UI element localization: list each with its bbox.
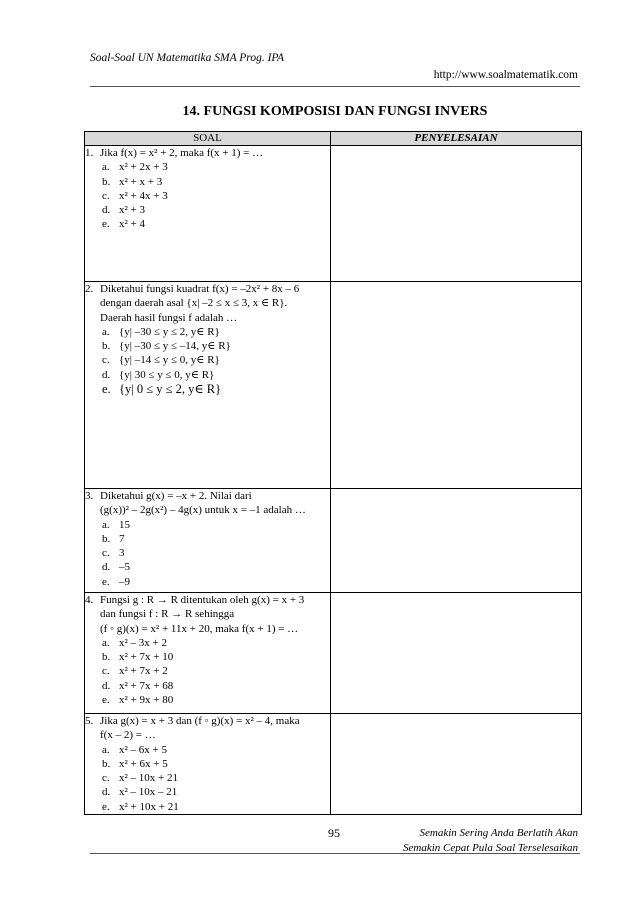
question-cell <box>85 714 331 815</box>
option-text: x² – 3x + 2 <box>119 636 168 649</box>
stem-line: Fungsi g : R → R ditentukan oleh g(x) = x + 3 <box>100 594 305 606</box>
option-text: x² + 10x + 21 <box>119 800 179 813</box>
option-letter: a. <box>102 743 110 756</box>
question-stem-text <box>100 282 330 325</box>
option-text: x² + 9x + 80 <box>119 694 174 707</box>
answer-option <box>85 203 330 217</box>
answer-option <box>85 546 330 560</box>
option-letter: d. <box>102 786 111 799</box>
answer-option <box>85 679 330 693</box>
page-number: 95 <box>328 826 340 840</box>
answer-option <box>85 339 330 353</box>
option-text: x² + 2x + 3 <box>119 161 168 174</box>
option-text: x² + 7x + 10 <box>119 651 174 664</box>
option-text: 7 <box>119 532 125 545</box>
option-letter: c. <box>102 189 110 202</box>
question-stem-text <box>100 489 330 518</box>
question-stem-text <box>100 593 330 636</box>
solution-cell[interactable] <box>331 593 582 714</box>
answer-option <box>85 518 330 532</box>
header-divider <box>90 86 580 87</box>
stem-line: (f ◦ g)(x) = x² + 11x + 20, maka f(x + 1) = … <box>100 622 299 635</box>
option-letter: d. <box>102 368 111 381</box>
solution-cell[interactable] <box>331 714 582 815</box>
option-letter: b. <box>102 340 111 353</box>
stem-line: Jika g(x) = x + 3 dan (f ◦ g)(x) = x² – 4, maka <box>100 715 300 727</box>
stem-line: dan fungsi f : R → R sehingga <box>100 608 235 621</box>
option-letter: e. <box>102 800 110 813</box>
option-text: {y| 30 ≤ y ≤ 0, y∈ R} <box>119 368 215 381</box>
answer-option <box>85 175 330 189</box>
option-text: x² + x + 3 <box>119 175 163 188</box>
question-row <box>85 593 582 714</box>
footer-tagline-line-2: Semakin Cepat Pula Soal Terselesaikan <box>403 842 578 854</box>
option-text: {y| 0 ≤ y ≤ 2, y∈ R} <box>119 382 222 397</box>
question-stem-text <box>100 714 330 743</box>
option-text: 15 <box>119 518 130 531</box>
option-text: 3 <box>119 547 125 560</box>
option-letter: d. <box>102 204 111 217</box>
option-text: x² + 4x + 3 <box>119 189 168 202</box>
option-letter: e. <box>102 382 111 397</box>
footer-tagline-line-1: Semakin Sering Anda Berlatih Akan <box>419 827 578 839</box>
stem-line: Diketahui g(x) = –x + 2. Nilai dari <box>100 490 252 502</box>
question-stem <box>85 282 330 325</box>
column-header-soal: SOAL <box>85 132 331 146</box>
answer-option <box>85 693 330 707</box>
answer-option <box>85 650 330 664</box>
header-url[interactable]: http://www.soalmatematik.com <box>433 69 578 81</box>
answer-option <box>85 636 330 650</box>
question-row <box>85 714 582 815</box>
option-text: x² + 6x + 5 <box>119 757 168 770</box>
answer-option <box>85 743 330 757</box>
option-letter: a. <box>102 161 110 174</box>
question-cell <box>85 282 331 489</box>
answer-option <box>85 771 330 785</box>
question-row <box>85 489 582 593</box>
option-letter: c. <box>102 547 110 560</box>
footer-tagline <box>403 826 578 856</box>
option-text: {y| –30 ≤ y ≤ 2, y∈ R} <box>119 325 220 338</box>
answer-option <box>85 217 330 231</box>
option-text: –5 <box>119 561 130 574</box>
option-letter: d. <box>102 561 111 574</box>
option-letter: e. <box>102 218 110 231</box>
header-source: Soal-Soal UN Matematika SMA Prog. IPA <box>90 52 284 64</box>
option-text: x² + 4 <box>119 218 146 231</box>
option-letter: c. <box>102 665 110 678</box>
question-number: 3. <box>85 490 94 502</box>
answer-option <box>85 325 330 339</box>
question-stem <box>85 146 330 160</box>
answer-option <box>85 189 330 203</box>
question-cell <box>85 489 331 593</box>
option-letter: a. <box>102 518 110 531</box>
question-number: 5. <box>85 715 94 727</box>
option-letter: d. <box>102 679 111 692</box>
stem-line: Jika f(x) = x² + 2, maka f(x + 1) = … <box>100 147 264 159</box>
option-text: {y| –30 ≤ y ≤ –14, y∈ R} <box>119 340 231 353</box>
option-text: x² – 10x + 21 <box>119 772 179 785</box>
stem-line: f(x – 2) = … <box>100 729 156 742</box>
stem-line: dengan daerah asal {x| –2 ≤ x ≤ 3, x ∈ R}. <box>100 297 288 310</box>
footer-divider <box>90 853 580 854</box>
solution-cell[interactable] <box>331 146 582 282</box>
answer-option <box>85 532 330 546</box>
option-text: x² + 7x + 68 <box>119 679 174 692</box>
answer-option <box>85 382 330 396</box>
answer-option <box>85 785 330 799</box>
question-row <box>85 146 582 282</box>
question-stem <box>85 714 330 743</box>
question-stem <box>85 593 330 636</box>
answer-option <box>85 575 330 589</box>
option-text: x² + 3 <box>119 204 146 217</box>
answer-option <box>85 664 330 678</box>
column-header-penyelesaian: PENYELESAIAN <box>331 132 582 146</box>
option-letter: a. <box>102 325 110 338</box>
answer-option <box>85 353 330 367</box>
question-cell <box>85 593 331 714</box>
option-text: {y| –14 ≤ y ≤ 0, y∈ R} <box>119 354 220 367</box>
chapter-title: 14. FUNGSI KOMPOSISI DAN FUNGSI INVERS <box>182 104 488 119</box>
question-row <box>85 282 582 489</box>
question-number: 1. <box>85 147 94 159</box>
answer-option <box>85 160 330 174</box>
solution-cell[interactable] <box>331 489 582 593</box>
question-stem-text <box>100 146 330 160</box>
question-number: 2. <box>85 283 94 295</box>
option-letter: e. <box>102 694 110 707</box>
option-letter: e. <box>102 575 110 588</box>
option-text: x² + 7x + 2 <box>119 665 168 678</box>
option-letter: a. <box>102 636 110 649</box>
option-letter: c. <box>102 772 110 785</box>
answer-option <box>85 757 330 771</box>
option-letter: b. <box>102 532 111 545</box>
solution-cell[interactable] <box>331 282 582 489</box>
stem-line: Diketahui fungsi kuadrat f(x) = –2x² + 8x – 6 <box>100 283 300 295</box>
stem-line: Daerah hasil fungsi f adalah … <box>100 311 238 324</box>
answer-option <box>85 560 330 574</box>
option-text: x² – 6x + 5 <box>119 743 168 756</box>
option-text: –9 <box>119 575 130 588</box>
answer-option <box>85 368 330 382</box>
option-text: x² – 10x – 21 <box>119 786 178 799</box>
answer-option <box>85 800 330 814</box>
question-stem <box>85 489 330 518</box>
option-letter: c. <box>102 354 110 367</box>
stem-line: (g(x))² – 2g(x²) – 4g(x) untuk x = –1 adalah … <box>100 504 306 517</box>
question-cell <box>85 146 331 282</box>
option-letter: b. <box>102 175 111 188</box>
option-letter: b. <box>102 651 111 664</box>
question-table <box>84 131 582 815</box>
option-letter: b. <box>102 757 111 770</box>
question-number: 4. <box>85 594 94 606</box>
